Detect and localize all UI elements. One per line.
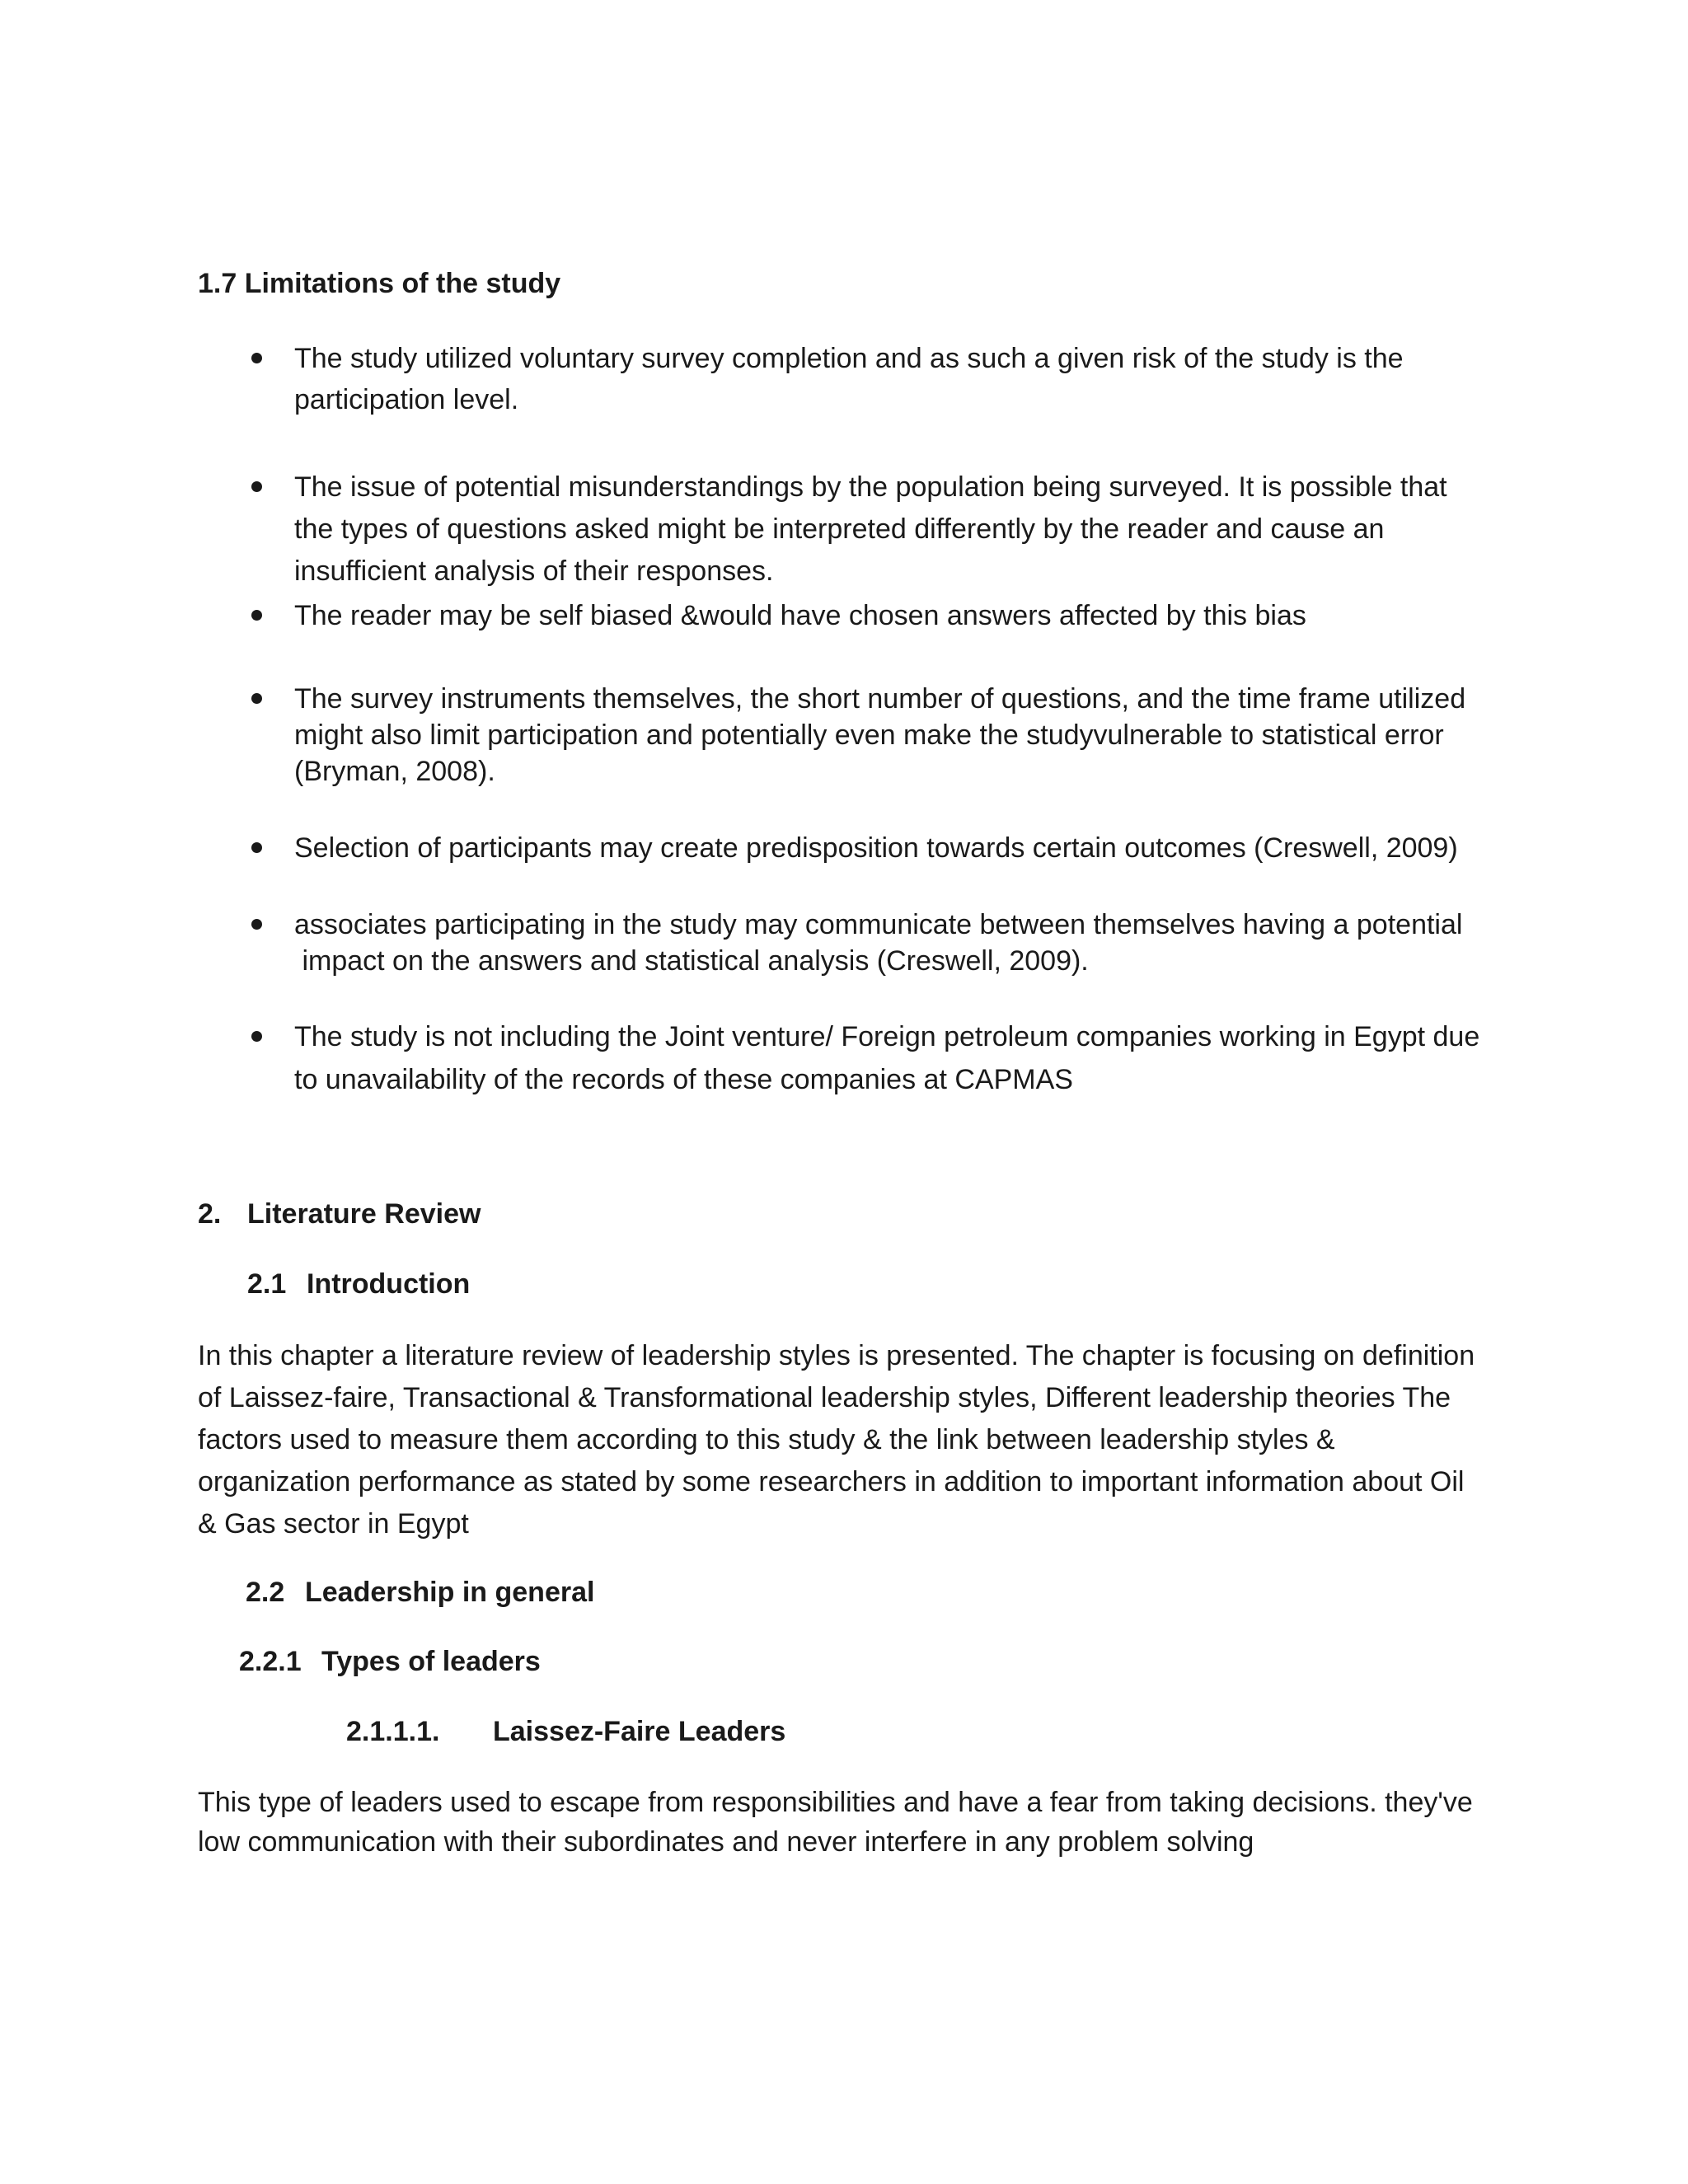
section-number: 2. xyxy=(198,1198,222,1230)
bullet-text-line: associates participating in the study may communicate between themselves having a potential xyxy=(294,909,1463,940)
section-number: 2.1.1.1. xyxy=(346,1716,440,1747)
bullet-text-line: to unavailability of the records of these companies at CAPMAS xyxy=(294,1064,1073,1095)
limitation-bullet-6 xyxy=(294,907,1498,979)
section-title: Types of leaders xyxy=(321,1646,541,1677)
bullet-text-line: The study utilized voluntary survey completion and as such a given risk of the study is the xyxy=(294,343,1404,374)
section-heading-leadership-general xyxy=(246,1574,594,1610)
section-title: Literature Review xyxy=(247,1198,481,1230)
bullet-text-line: might also limit participation and potentially even make the studyvulnerable to statistical error xyxy=(294,719,1444,751)
bullet-text-line: the types of questions asked might be interpreted differently by the reader and cause an xyxy=(294,513,1385,545)
bullet-text-line: impact on the answers and statistical analysis (Creswell, 2009). xyxy=(294,945,1089,977)
section-title: Leadership in general xyxy=(305,1577,595,1608)
bullet-text-line: participation level. xyxy=(294,384,519,415)
section-number: 2.2 xyxy=(246,1577,285,1608)
section-number: 2.2.1 xyxy=(239,1646,302,1677)
section-heading-laissez-faire xyxy=(346,1713,785,1750)
bullet-text-line: Selection of participants may create predisposition towards certain outcomes (Creswell, 2009) xyxy=(294,832,1458,864)
bullet-text-line: The survey instruments themselves, the short number of questions, and the time frame utilized xyxy=(294,683,1466,715)
paragraph-line: In this chapter a literature review of leadership styles is presented. The chapter is focusing on definition xyxy=(198,1340,1475,1371)
paragraph-line: of Laissez-faire, Transactional & Transformational leadership styles, Different leadership theories The xyxy=(198,1382,1451,1413)
bullet-icon xyxy=(251,481,262,492)
bullet-icon xyxy=(251,610,262,621)
paragraph-line: organization performance as stated by some researchers in addition to important information about Oil xyxy=(198,1466,1465,1497)
bullet-text-line: The study is not including the Joint venture/ Foreign petroleum companies working in Egypt due xyxy=(294,1021,1480,1052)
limitation-bullet-3 xyxy=(294,595,1498,636)
section-heading-limitations: 1.7 Limitations of the study xyxy=(198,268,561,299)
limitation-bullet-4 xyxy=(294,681,1498,790)
paragraph-line: low communication with their subordinates and never interfere in any problem solving xyxy=(198,1826,1254,1858)
introduction-paragraph xyxy=(198,1335,1500,1545)
section-heading-types-of-leaders xyxy=(239,1643,541,1680)
bullet-text-line: insufficient analysis of their responses. xyxy=(294,555,774,587)
bullet-icon xyxy=(251,1031,262,1042)
section-title: Laissez-Faire Leaders xyxy=(493,1716,786,1747)
section-number: 2.1 xyxy=(247,1268,287,1300)
section-heading-introduction xyxy=(247,1266,470,1302)
limitation-bullet-5 xyxy=(294,830,1498,866)
laissez-faire-paragraph xyxy=(198,1783,1500,1862)
section-heading-literature-review xyxy=(198,1196,481,1232)
bullet-text-line: The issue of potential misunderstandings by the population being surveyed. It is possible that xyxy=(294,471,1447,503)
section-title: Introduction xyxy=(307,1268,471,1300)
limitation-bullet-7 xyxy=(294,1015,1498,1101)
bullet-icon xyxy=(251,919,262,930)
limitation-bullet-2 xyxy=(294,466,1498,593)
limitation-bullet-1 xyxy=(294,338,1498,420)
paragraph-line: factors used to measure them according to this study & the link between leadership styles & xyxy=(198,1424,1335,1455)
bullet-icon xyxy=(251,693,262,704)
bullet-text-line: (Bryman, 2008). xyxy=(294,756,495,787)
bullet-text-line: The reader may be self biased &would have chosen answers affected by this bias xyxy=(294,600,1306,631)
bullet-icon xyxy=(251,842,262,853)
paragraph-line: This type of leaders used to escape from responsibilities and have a fear from taking decisions. they've xyxy=(198,1787,1473,1818)
bullet-icon xyxy=(251,353,262,363)
paragraph-line: & Gas sector in Egypt xyxy=(198,1508,469,1540)
